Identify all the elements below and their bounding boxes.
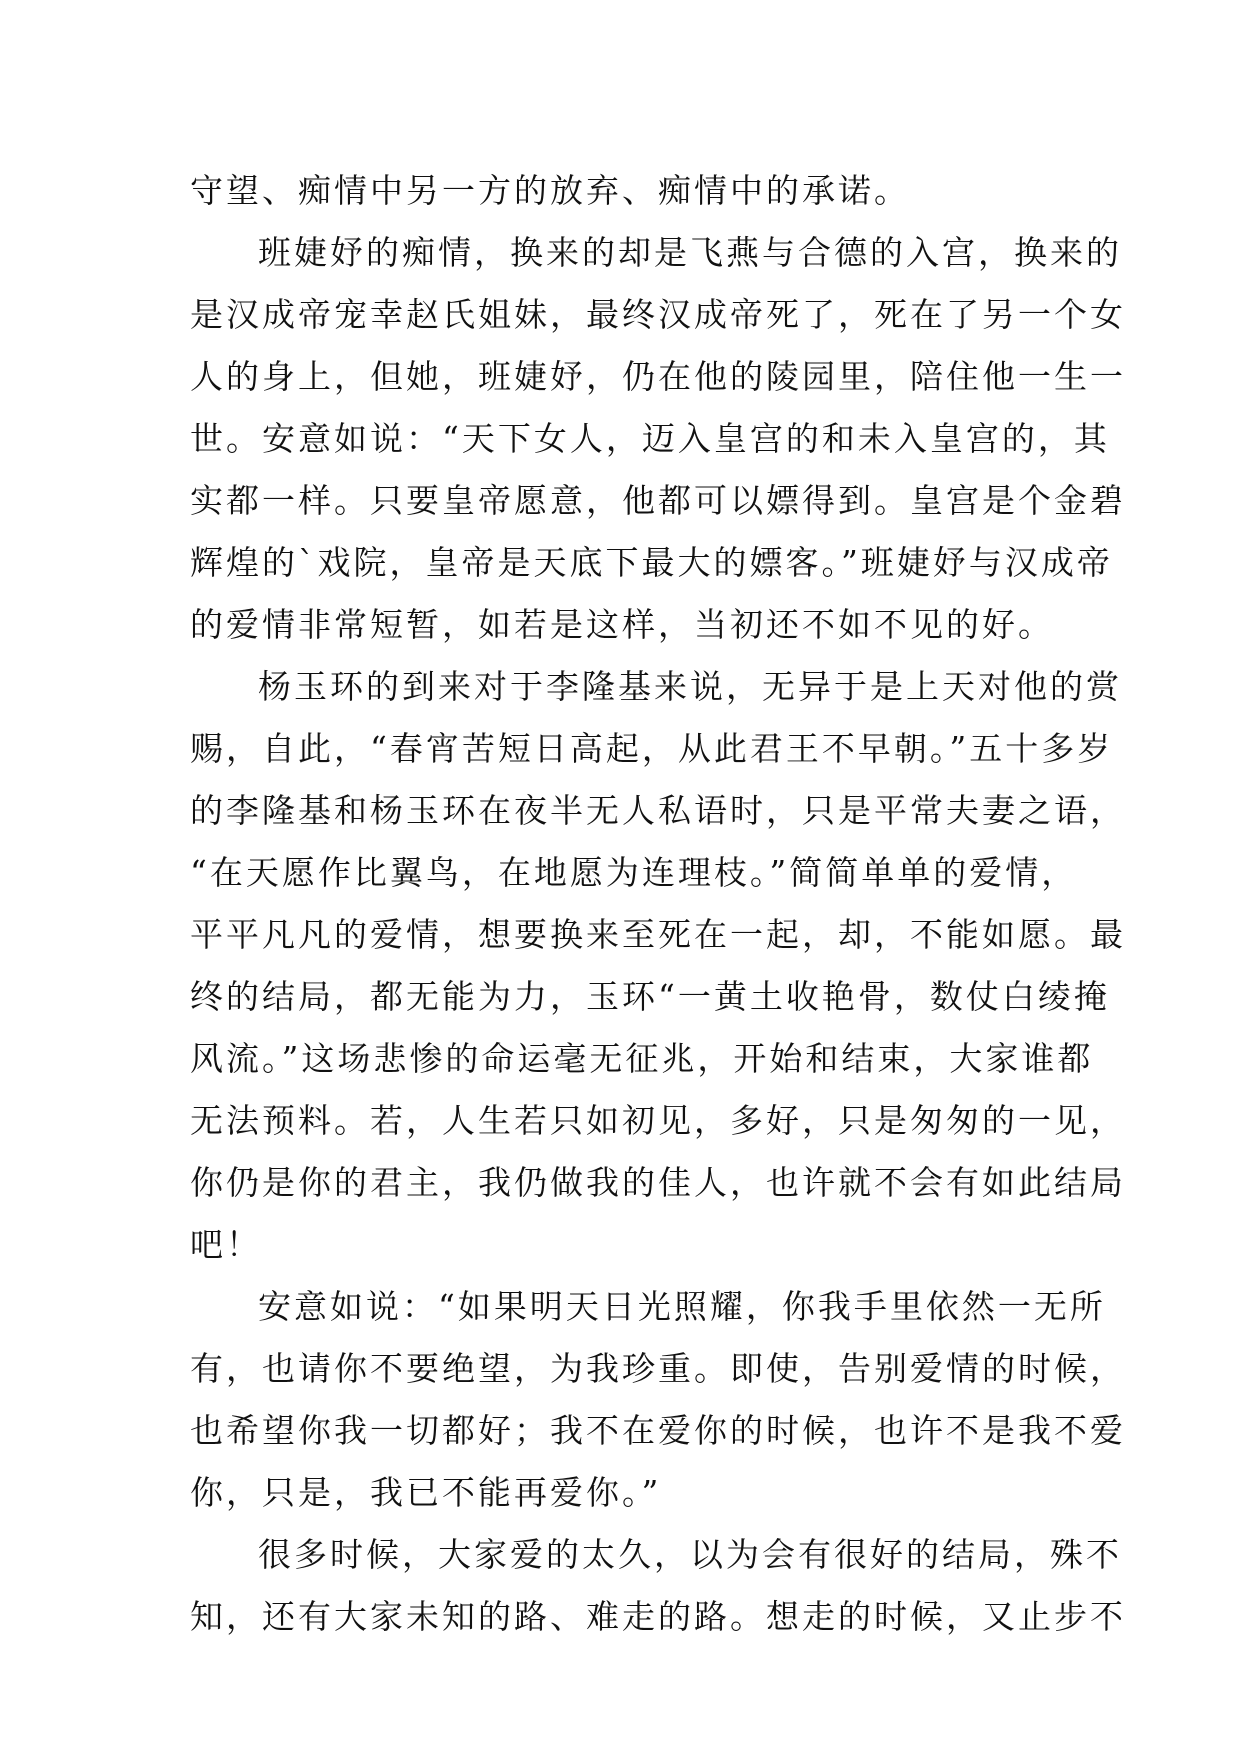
text-line: 安意如说：“如果明天日光照耀，你我手里依然一无所 (258, 1287, 1106, 1326)
text-line: “在天愿作比翼鸟，在地愿为连理枝。”简简单单的爱情， (190, 853, 1078, 892)
text-line: 班婕妤的痴情，换来的却是飞燕与合德的入宫，换来的 (258, 233, 1122, 272)
text-line: 的李隆基和杨玉环在夜半无人私语时，只是平常夫妻之语， (190, 791, 1126, 830)
text-line: 也希望你我一切都好；我不在爱你的时候，也许不是我不爱 (190, 1411, 1126, 1450)
text-line: 你仍是你的君主，我仍做我的佳人，也许就不会有如此结局 (190, 1163, 1126, 1202)
text-line: 吧！ (190, 1225, 262, 1264)
text-line: 的爱情非常短暂，如若是这样，当初还不如不见的好。 (190, 605, 1054, 644)
text-line: 杨玉环的到来对于李隆基来说，无异于是上天对他的赏 (258, 667, 1122, 706)
text-line: 很多时候，大家爱的太久，以为会有很好的结局，殊不 (258, 1535, 1122, 1574)
text-line: 知，还有大家未知的路、难走的路。想走的时候，又止步不 (190, 1597, 1126, 1636)
text-line: 世。安意如说：“天下女人，迈入皇宫的和未入皇宫的，其 (190, 419, 1110, 458)
text-line: 赐，自此，“春宵苦短日高起，从此君王不早朝。”五十多岁 (190, 729, 1114, 768)
text-line: 人的身上，但她，班婕妤，仍在他的陵园里，陪住他一生一 (190, 357, 1126, 396)
text-line: 无法预料。若，人生若只如初见，多好，只是匆匆的一见， (190, 1101, 1126, 1140)
text-line: 有，也请你不要绝望，为我珍重。即使，告别爱情的时候， (190, 1349, 1126, 1388)
text-line: 实都一样。只要皇帝愿意，他都可以嫖得到。皇宫是个金碧 (190, 481, 1126, 520)
text-line: 你，只是，我已不能再爱你。” (190, 1473, 662, 1512)
text-line: 风流。”这场悲惨的命运毫无征兆，开始和结束，大家谁都 (190, 1039, 1094, 1078)
text-line: 辉煌的`戏院，皇帝是天底下最大的嫖客。”班婕妤与汉成帝 (190, 543, 1113, 582)
text-line: 守望、痴情中另一方的放弃、痴情中的承诺。 (190, 171, 910, 210)
body-text (190, 160, 1126, 1648)
text-line: 平平凡凡的爱情，想要换来至死在一起，却，不能如愿。最 (190, 915, 1126, 954)
text-line: 终的结局，都无能为力，玉环“一黄土收艳骨，数仗白绫掩 (190, 977, 1110, 1016)
text-line: 是汉成帝宠幸赵氏姐妹，最终汉成帝死了，死在了另一个女 (190, 295, 1126, 334)
